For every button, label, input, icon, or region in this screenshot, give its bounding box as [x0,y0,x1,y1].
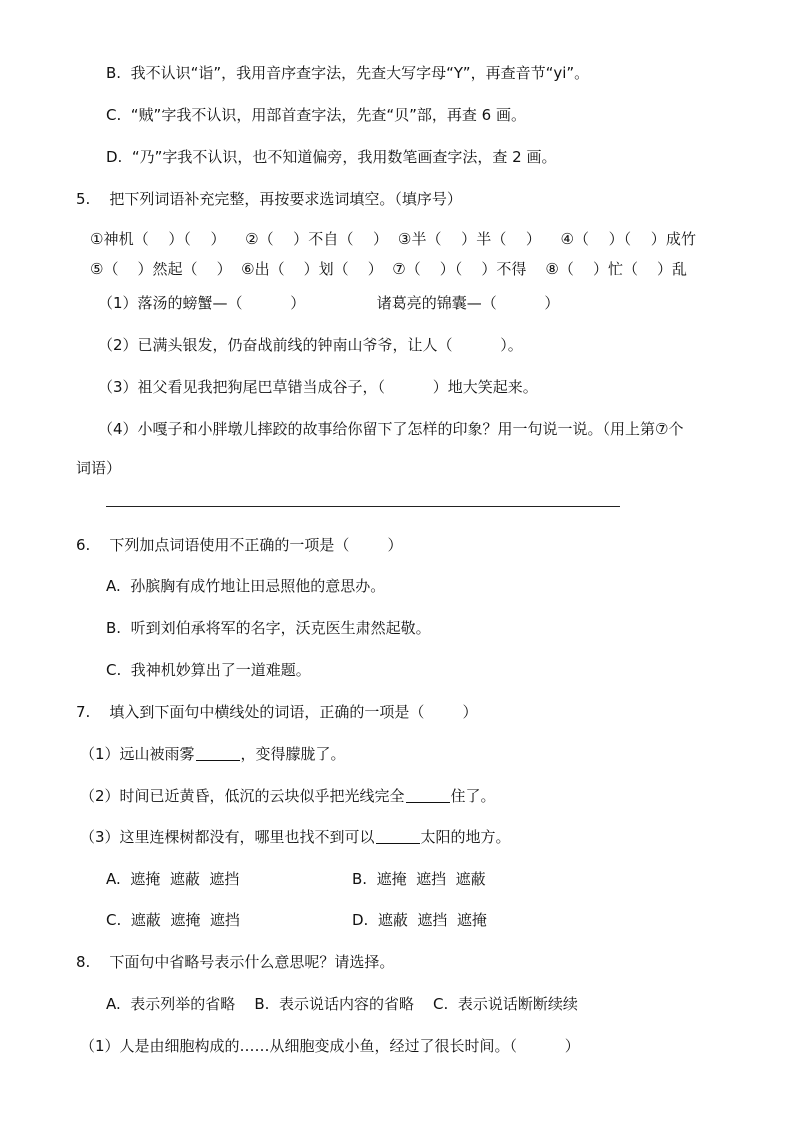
q4-option-b: B. 我不认识“诣”，我用音序查字法，先查大写字母“Y”，再查音节“yi”。 [106,64,590,82]
q5-word-row-2: ⑤（ ）然起（ ） ⑥出（ ）划（ ） ⑦（ ）（ ）不得 ⑧（ ）忙（ ）乱 [90,260,688,278]
q4-option-d: D. “乃”字我不认识，也不知道偏旁，我用数笔画查字法，查 2 画。 [106,148,557,166]
q7-option-b: B. 遮掩 遮挡 遮蔽 [352,870,486,888]
q5-sub-4-line-2: 词语） [76,459,122,477]
fill-blank[interactable] [376,829,420,844]
q4-option-c: C. “贼”字我不认识，用部首查字法，先查“贝”部，再查 6 画。 [106,106,526,124]
q7-sentence-1: （1）远山被雨雾 ，变得朦胧了。 [80,745,346,763]
q6-stem: 6. 下列加点词语使用不正确的一项是（ ） [76,536,403,554]
q5-sub-2: （2）已满头银发，仍奋战前线的钟南山爷爷，让人（ ）。 [98,336,523,354]
q8-options: A. 表示列举的省略 B. 表示说话内容的省略 C. 表示说话断断续续 [106,995,578,1013]
q8-sub-1: （1）人是由细胞构成的……从细胞变成小鱼，经过了很长时间。（ ） [80,1037,580,1055]
q8-stem: 8. 下面句中省略号表示什么意思呢？请选择。 [76,953,395,971]
q7-stem: 7. 填入到下面句中横线处的词语，正确的一项是（ ） [76,703,478,721]
q5-word-row-1: ①神机（ ）（ ） ②（ ）不自（ ） ③半（ ）半（ ） ④（ ）（ ）成竹 [90,230,697,248]
q5-sub-3: （3）祖父看见我把狗尾巴草错当成谷子，（ ）地大笑起来。 [98,378,538,396]
q7-option-a: A. 遮掩 遮蔽 遮挡 [106,870,240,888]
fill-blank[interactable] [196,746,240,761]
q6-option-a: A. 孙膑胸有成竹地让田忌照他的意思办。 [106,577,386,595]
q7-sentence-3: （3）这里连棵树都没有，哪里也找不到可以 太阳的地方。 [80,828,511,846]
q5-stem: 5. 把下列词语补充完整，再按要求选词填空。（填序号） [76,190,462,208]
q5-sub-4-line-1: （4）小嘎子和小胖墩儿摔跤的故事给你留下了怎样的印象？用一句说一说。（用上第⑦个 [98,420,684,438]
q6-option-b: B. 听到刘伯承将军的名字，沃克医生肃然起敬。 [106,619,431,637]
q7-option-c: C. 遮蔽 遮掩 遮挡 [106,911,240,929]
fill-blank[interactable] [406,788,450,803]
q6-option-c: C. 我神机妙算出了一道难题。 [106,661,311,679]
q7-sentence-2: （2）时间已近黄昏，低沉的云块似乎把光线完全 住了。 [80,787,496,805]
q5-sub-1: （1）落汤的螃蟹—（ ） 诸葛亮的锦囊—（ ） [98,294,560,312]
q7-option-d: D. 遮蔽 遮挡 遮掩 [352,911,487,929]
answer-line[interactable] [106,506,620,507]
